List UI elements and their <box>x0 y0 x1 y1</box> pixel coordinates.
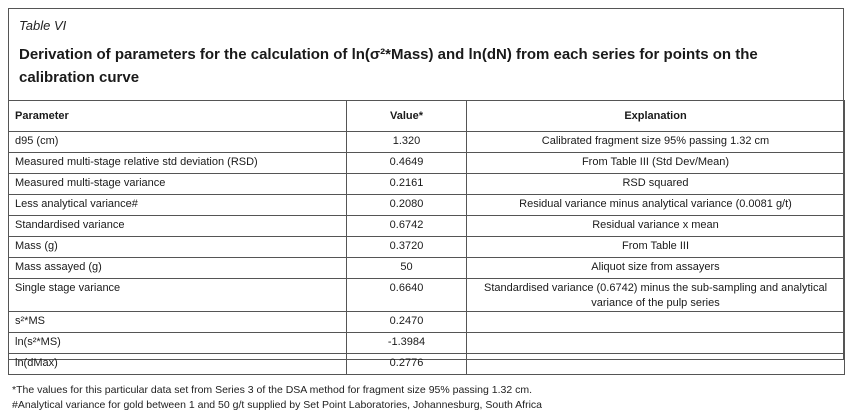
row-parameter: ln(s²*MS) <box>9 333 347 354</box>
row-parameter: Standardised variance <box>9 216 347 237</box>
table-row <box>9 279 845 312</box>
table-row <box>9 216 845 237</box>
row-explanation: Aliquot size from assayers <box>467 258 845 279</box>
row-explanation: From Table III <box>467 237 845 258</box>
row-value: 50 <box>347 258 467 279</box>
table-label: Table VI <box>19 18 67 33</box>
row-parameter: Mass assayed (g) <box>9 258 347 279</box>
row-value: 0.2080 <box>347 195 467 216</box>
row-value: -1.3984 <box>347 333 467 354</box>
header-explanation: Explanation <box>467 101 845 132</box>
table-title: Derivation of parameters for the calculation of ln(σ²*Mass) and ln(dN) from each series for points on the calibration curve <box>19 46 758 86</box>
parameter-table <box>8 100 845 375</box>
table-row <box>9 312 845 333</box>
table-container <box>8 8 844 369</box>
row-parameter: Measured multi-stage variance <box>9 174 347 195</box>
row-parameter: d95 (cm) <box>9 132 347 153</box>
row-parameter: Mass (g) <box>9 237 347 258</box>
header-row <box>9 101 845 132</box>
table-row <box>9 195 845 216</box>
row-explanation: Standardised variance (0.6742) minus the sub-sampling and analytical variance of the pulp series <box>467 279 845 312</box>
row-parameter: ln(dMax) <box>9 354 347 375</box>
row-explanation: Residual variance minus analytical variance (0.0081 g/t) <box>467 195 845 216</box>
row-explanation <box>467 333 845 354</box>
row-value: 0.2776 <box>347 354 467 375</box>
table-row <box>9 258 845 279</box>
row-explanation: From Table III (Std Dev/Mean) <box>467 153 845 174</box>
row-explanation: RSD squared <box>467 174 845 195</box>
table-row <box>9 132 845 153</box>
row-explanation <box>467 354 845 375</box>
header-parameter: Parameter <box>9 101 347 132</box>
row-parameter: Measured multi-stage relative std deviation (RSD) <box>9 153 347 174</box>
table-row <box>9 153 845 174</box>
table-row <box>9 333 845 354</box>
footnote-values: *The values for this particular data set from Series 3 of the DSA method for fragment size 95% passing 1.32 cm. <box>12 384 533 396</box>
row-parameter: Single stage variance <box>9 279 347 312</box>
row-value: 1.320 <box>347 132 467 153</box>
row-value: 0.2470 <box>347 312 467 333</box>
row-explanation: Residual variance x mean <box>467 216 845 237</box>
table-row <box>9 237 845 258</box>
table-row <box>9 354 845 375</box>
table-row <box>9 174 845 195</box>
row-value: 0.6742 <box>347 216 467 237</box>
row-parameter: s²*MS <box>9 312 347 333</box>
row-value: 0.2161 <box>347 174 467 195</box>
header-value: Value* <box>347 101 467 132</box>
row-value: 0.4649 <box>347 153 467 174</box>
footnote-analytical: #Analytical variance for gold between 1 and 50 g/t supplied by Set Point Laboratories, Johannesburg, South Africa <box>12 399 543 411</box>
row-value: 0.3720 <box>347 237 467 258</box>
row-explanation <box>467 312 845 333</box>
row-value: 0.6640 <box>347 279 467 312</box>
row-explanation: Calibrated fragment size 95% passing 1.32 cm <box>467 132 845 153</box>
row-parameter: Less analytical variance# <box>9 195 347 216</box>
